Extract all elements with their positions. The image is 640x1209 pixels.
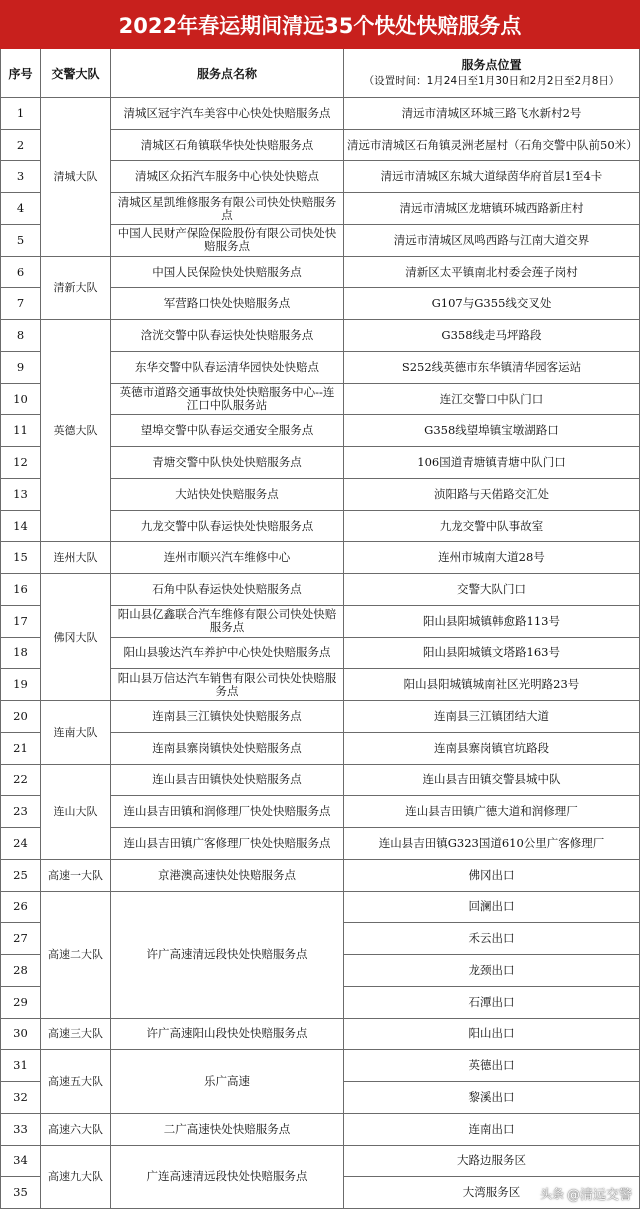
brigade-cell: 连州大队 <box>41 542 111 574</box>
brigade-cell: 高速二大队 <box>41 892 111 1019</box>
row-location: 清远市清城区东城大道绿茵华府首层1至4卡 <box>344 161 640 193</box>
row-service-name: 中国人民保险快处快赔服务点 <box>111 257 344 289</box>
row-number: 17 <box>0 606 41 638</box>
row-location: G358线走马坪路段 <box>344 320 640 352</box>
row-service-name: 九龙交警中队春运快处快赔服务点 <box>111 511 344 543</box>
row-location: 九龙交警中队事故室 <box>344 511 640 543</box>
row-number: 16 <box>0 574 41 606</box>
brigade-cell: 佛冈大队 <box>41 574 111 701</box>
row-location: 浈阳路与天偌路交汇处 <box>344 479 640 511</box>
row-location: 龙颈出口 <box>344 955 640 987</box>
row-service-name: 连山县吉田镇广客修理厂快处快赔服务点 <box>111 828 344 860</box>
row-location: 大路边服务区 <box>344 1146 640 1178</box>
row-location: 连南出口 <box>344 1114 640 1146</box>
brigade-cell: 连南大队 <box>41 701 111 764</box>
merged-service-name: 乐广高速 <box>111 1050 344 1113</box>
row-number: 35 <box>0 1177 41 1209</box>
row-number: 15 <box>0 542 41 574</box>
row-service-name: 许广高速阳山段快处快赔服务点 <box>111 1019 344 1051</box>
row-number: 22 <box>0 765 41 797</box>
row-number: 25 <box>0 860 41 892</box>
merged-service-name: 广连高速清远段快处快赔服务点 <box>111 1146 344 1209</box>
row-location: 阳山县阳城镇韩愈路113号 <box>344 606 640 638</box>
header-location-period: （设置时间：1月24日至1月30日和2月2日至2月8日） <box>363 75 620 87</box>
row-number: 3 <box>0 161 41 193</box>
row-number: 9 <box>0 352 41 384</box>
brigade-cell: 高速九大队 <box>41 1146 111 1209</box>
row-service-name: 阳山县万信达汽车销售有限公司快处快赔服务点 <box>111 669 344 701</box>
row-number: 23 <box>0 796 41 828</box>
row-number: 20 <box>0 701 41 733</box>
row-number: 2 <box>0 130 41 162</box>
row-location: 连山县吉田镇交警县城中队 <box>344 765 640 797</box>
row-number: 4 <box>0 193 41 225</box>
row-number: 30 <box>0 1019 41 1051</box>
row-location: 佛冈出口 <box>344 860 640 892</box>
row-number: 14 <box>0 511 41 543</box>
header-location <box>344 49 640 98</box>
row-service-name: 东华交警中队春运清华园快处快赔点 <box>111 352 344 384</box>
row-number: 28 <box>0 955 41 987</box>
merged-service-name: 许广高速清远段快处快赔服务点 <box>111 892 344 1019</box>
row-location: 阳山县阳城镇城南社区光明路23号 <box>344 669 640 701</box>
row-service-name: 连州市顺兴汽车维修中心 <box>111 542 344 574</box>
row-location: 清远市清城区石角镇灵洲老屋村（石角交警中队前50米） <box>344 130 640 162</box>
row-location: 清远市清城区凤鸣西路与江南大道交界 <box>344 225 640 257</box>
brigade-cell: 高速五大队 <box>41 1050 111 1113</box>
row-number: 10 <box>0 384 41 416</box>
row-service-name: 连山县吉田镇和润修理厂快处快赔服务点 <box>111 796 344 828</box>
row-number: 7 <box>0 288 41 320</box>
brigade-cell: 英德大队 <box>41 320 111 542</box>
row-location: 106国道青塘镇青塘中队门口 <box>344 447 640 479</box>
row-location: S252线英德市东华镇清华园客运站 <box>344 352 640 384</box>
row-number: 19 <box>0 669 41 701</box>
brigade-cell: 连山大队 <box>41 765 111 860</box>
brigade-cell: 清新大队 <box>41 257 111 320</box>
row-number: 13 <box>0 479 41 511</box>
row-service-name: 清城区冠宇汽车美容中心快处快赔服务点 <box>111 98 344 130</box>
row-location: 禾云出口 <box>344 923 640 955</box>
row-location: 连山县吉田镇广德大道和润修理厂 <box>344 796 640 828</box>
row-location: 英德出口 <box>344 1050 640 1082</box>
row-number: 26 <box>0 892 41 924</box>
header-name: 服务点名称 <box>111 49 344 98</box>
row-number: 32 <box>0 1082 41 1114</box>
row-service-name: 英德市道路交通事故快处快赔服务中心--连江口中队服务站 <box>111 384 344 416</box>
row-number: 29 <box>0 987 41 1019</box>
row-number: 24 <box>0 828 41 860</box>
row-location: 连山县吉田镇G323国道610公里广客修理厂 <box>344 828 640 860</box>
row-service-name: 石角中队春运快处快赔服务点 <box>111 574 344 606</box>
row-number: 27 <box>0 923 41 955</box>
row-number: 21 <box>0 733 41 765</box>
row-location: 黎溪出口 <box>344 1082 640 1114</box>
row-service-name: 浛洸交警中队春运快处快赔服务点 <box>111 320 344 352</box>
row-number: 18 <box>0 638 41 670</box>
row-number: 5 <box>0 225 41 257</box>
row-location: 阳山县阳城镇文塔路163号 <box>344 638 640 670</box>
watermark <box>540 1184 632 1203</box>
row-location: 石潭出口 <box>344 987 640 1019</box>
row-location: 大湾服务区 <box>344 1177 640 1209</box>
row-service-name: 京港澳高速快处快赔服务点 <box>111 860 344 892</box>
row-service-name: 二广高速快处快赔服务点 <box>111 1114 344 1146</box>
row-service-name: 连南县寨岗镇快处快赔服务点 <box>111 733 344 765</box>
row-location: 清新区太平镇南北村委会莲子岗村 <box>344 257 640 289</box>
row-service-name: 清城区众拓汽车服务中心快处快赔点 <box>111 161 344 193</box>
row-service-name: 大站快处快赔服务点 <box>111 479 344 511</box>
row-location: 清远市清城区环城三路飞水新村2号 <box>344 98 640 130</box>
row-service-name: 连山县吉田镇快处快赔服务点 <box>111 765 344 797</box>
row-number: 12 <box>0 447 41 479</box>
row-service-name: 清城区星凯维修服务有限公司快处快赔服务点 <box>111 193 344 225</box>
watermark-logo: 头条 <box>539 1187 564 1201</box>
brigade-cell: 高速六大队 <box>41 1114 111 1146</box>
row-location: 清远市清城区龙塘镇环城西路新庄村 <box>344 193 640 225</box>
row-location: G107与G355线交叉处 <box>344 288 640 320</box>
row-service-name: 连南县三江镇快处快赔服务点 <box>111 701 344 733</box>
row-number: 34 <box>0 1146 41 1178</box>
row-service-name: 望埠交警中队春运交通安全服务点 <box>111 415 344 447</box>
row-location: 阳山出口 <box>344 1019 640 1051</box>
row-number: 6 <box>0 257 41 289</box>
row-location: 连州市城南大道28号 <box>344 542 640 574</box>
row-location: 连南县寨岗镇官坑路段 <box>344 733 640 765</box>
row-location: 交警大队门口 <box>344 574 640 606</box>
header-brigade: 交警大队 <box>41 49 111 98</box>
header-no: 序号 <box>0 49 41 98</box>
table-title: 2022年春运期间清远35个快处快赔服务点 <box>0 0 640 49</box>
brigade-cell: 清城大队 <box>41 98 111 257</box>
row-service-name: 青塘交警中队快处快赔服务点 <box>111 447 344 479</box>
row-location: 连江交警口中队门口 <box>344 384 640 416</box>
row-number: 1 <box>0 98 41 130</box>
row-location: 连南县三江镇团结大道 <box>344 701 640 733</box>
row-service-name: 阳山县亿鑫联合汽车维修有限公司快处快赔服务点 <box>111 606 344 638</box>
brigade-cell: 高速一大队 <box>41 860 111 892</box>
row-service-name: 中国人民财产保险保险股份有限公司快处快赔服务点 <box>111 225 344 257</box>
row-service-name: 阳山县骏达汽车养护中心快处快赔服务点 <box>111 638 344 670</box>
row-number: 31 <box>0 1050 41 1082</box>
row-number: 8 <box>0 320 41 352</box>
row-location: 回澜出口 <box>344 892 640 924</box>
row-location: G358线望埠镇宝墩湖路口 <box>344 415 640 447</box>
brigade-cell: 高速三大队 <box>41 1019 111 1051</box>
row-number: 33 <box>0 1114 41 1146</box>
row-service-name: 军营路口快处快赔服务点 <box>111 288 344 320</box>
row-number: 11 <box>0 415 41 447</box>
header-location-title: 服务点位置 <box>461 58 522 72</box>
watermark-handle: @清远交警 <box>566 1188 632 1203</box>
row-service-name: 清城区石角镇联华快处快赔服务点 <box>111 130 344 162</box>
